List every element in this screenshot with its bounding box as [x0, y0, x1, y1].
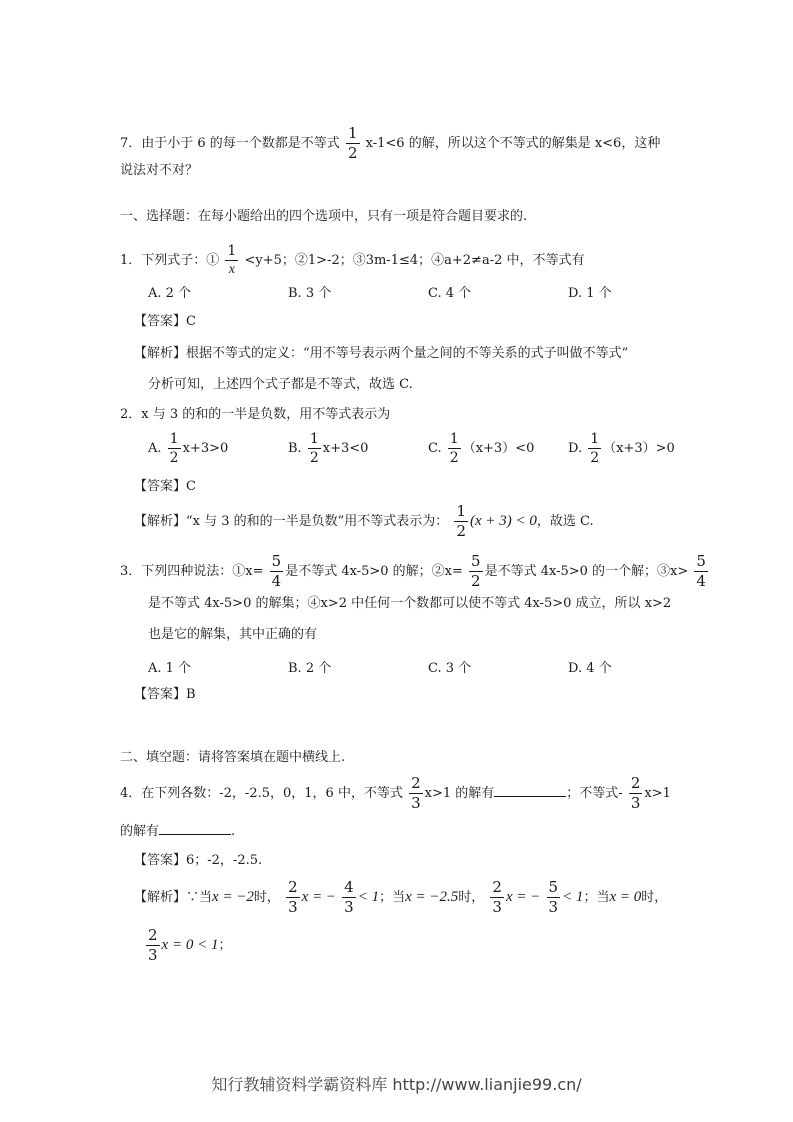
q4-analysis-line1: 【解析】∵当x = −2时， $\frac{2}{3}$ x = − $\frac{4}{3}$ < 1；当x = −2.5时， $\frac{2}{3}$ x = − $\frac{5}{3}$ < 1；当x = 0时，	[134, 878, 668, 916]
q1-option-d: D. 1 个	[568, 286, 612, 301]
q3-option-d: D. 4 个	[568, 661, 612, 676]
q7-line2: 说法对不对？	[120, 163, 199, 178]
q4-blank-2[interactable]	[159, 822, 231, 835]
q1-option-c: C. 4 个	[428, 286, 472, 301]
q3-line1: 3．下列四种说法：①x= $\frac{5}{4}$ 是不等式 4x-5>0 的解；②x= $\frac{5}{2}$ 是不等式 4x-5>0 的一个解；③x> $\frac{5}{4}$	[120, 552, 706, 590]
q1-option-a: A. 2 个	[148, 286, 192, 301]
q1-analysis-line1: 【解析】根据不等式的定义：“用不等号表示两个量之间的不等关系的式子叫做不等式”	[134, 346, 629, 361]
section2-title: 二、填空题：请将答案填在题中横线上.	[120, 750, 346, 765]
section1-title: 一、选择题：在每小题给出的四个选项中，只有一项是符合题目要求的.	[120, 209, 528, 224]
q3-option-c: C. 3 个	[428, 661, 472, 676]
q4-line1: 4．在下列各数：-2，-2.5，0，1，6 中，不等式 $\frac{2}{3}$ x>1 的解有 ；不等式- $\frac{2}{3}$ x>1	[120, 774, 671, 812]
q3-option-a: A. 1 个	[148, 661, 192, 676]
q1-answer: 【答案】C	[134, 314, 196, 329]
q2-option-b: B. $\frac{1}{2}$ x+3<0	[288, 431, 369, 466]
q2-option-d: D. $\frac{1}{2}$ （x+3）>0	[568, 431, 675, 466]
q7-suffix: x-1<6 的解，所以这个不等式的解集是 x<6，这种	[365, 136, 661, 151]
q2-option-a: A. $\frac{1}{2}$ x+3>0	[148, 431, 229, 466]
q2-analysis: 【解析】“x 与 3 的和的一半是负数”用不等式表示为： $\frac{1}{2}$ (x + 3) < 0，故选 C.	[134, 502, 594, 540]
q1-option-b: B. 3 个	[288, 286, 332, 301]
q4-blank-1[interactable]	[494, 784, 566, 797]
q3-line3: 也是它的解集，其中正确的有	[148, 627, 318, 642]
q1-stem: 1．下列式子：① $\frac{1}{x}$ <y+5；②1>-2；③3m-1≤4；④a+2≠a-2 中，不等式有	[120, 243, 585, 277]
q7-fraction: $\frac{1}{2}$	[347, 124, 358, 162]
q3-option-b: B. 2 个	[288, 661, 332, 676]
q2-answer: 【答案】C	[134, 479, 196, 494]
q1-analysis-line2: 分析可知，上述四个式子都是不等式，故选 C.	[148, 377, 413, 392]
q2-option-c: C. $\frac{1}{2}$ （x+3）<0	[428, 431, 535, 466]
q3-answer: 【答案】B	[134, 687, 196, 702]
q2-stem: 2．x 与 3 的和的一半是负数，用不等式表示为	[120, 407, 391, 422]
q7-line1	[120, 126, 660, 161]
q4-analysis-line2: $\frac{2}{3}$ x = 0 < 1；	[148, 926, 232, 964]
q4-line2: 的解有 .	[120, 824, 236, 839]
footer-watermark: 知行教辅资料学霸资料库 http://www.lianjie99.cn/	[211, 1075, 582, 1094]
q3-line2: 是不等式 4x-5>0 的解集；④x>2 中任何一个数都可以使不等式 4x-5>0 成立，所以 x>2	[148, 596, 672, 611]
q1-fraction: $\frac{1}{x}$	[227, 243, 237, 277]
q7-prefix: 7．由于小于 6 的每一个数都是不等式	[120, 136, 340, 151]
q4-answer: 【答案】6；-2，-2.5.	[134, 853, 263, 868]
